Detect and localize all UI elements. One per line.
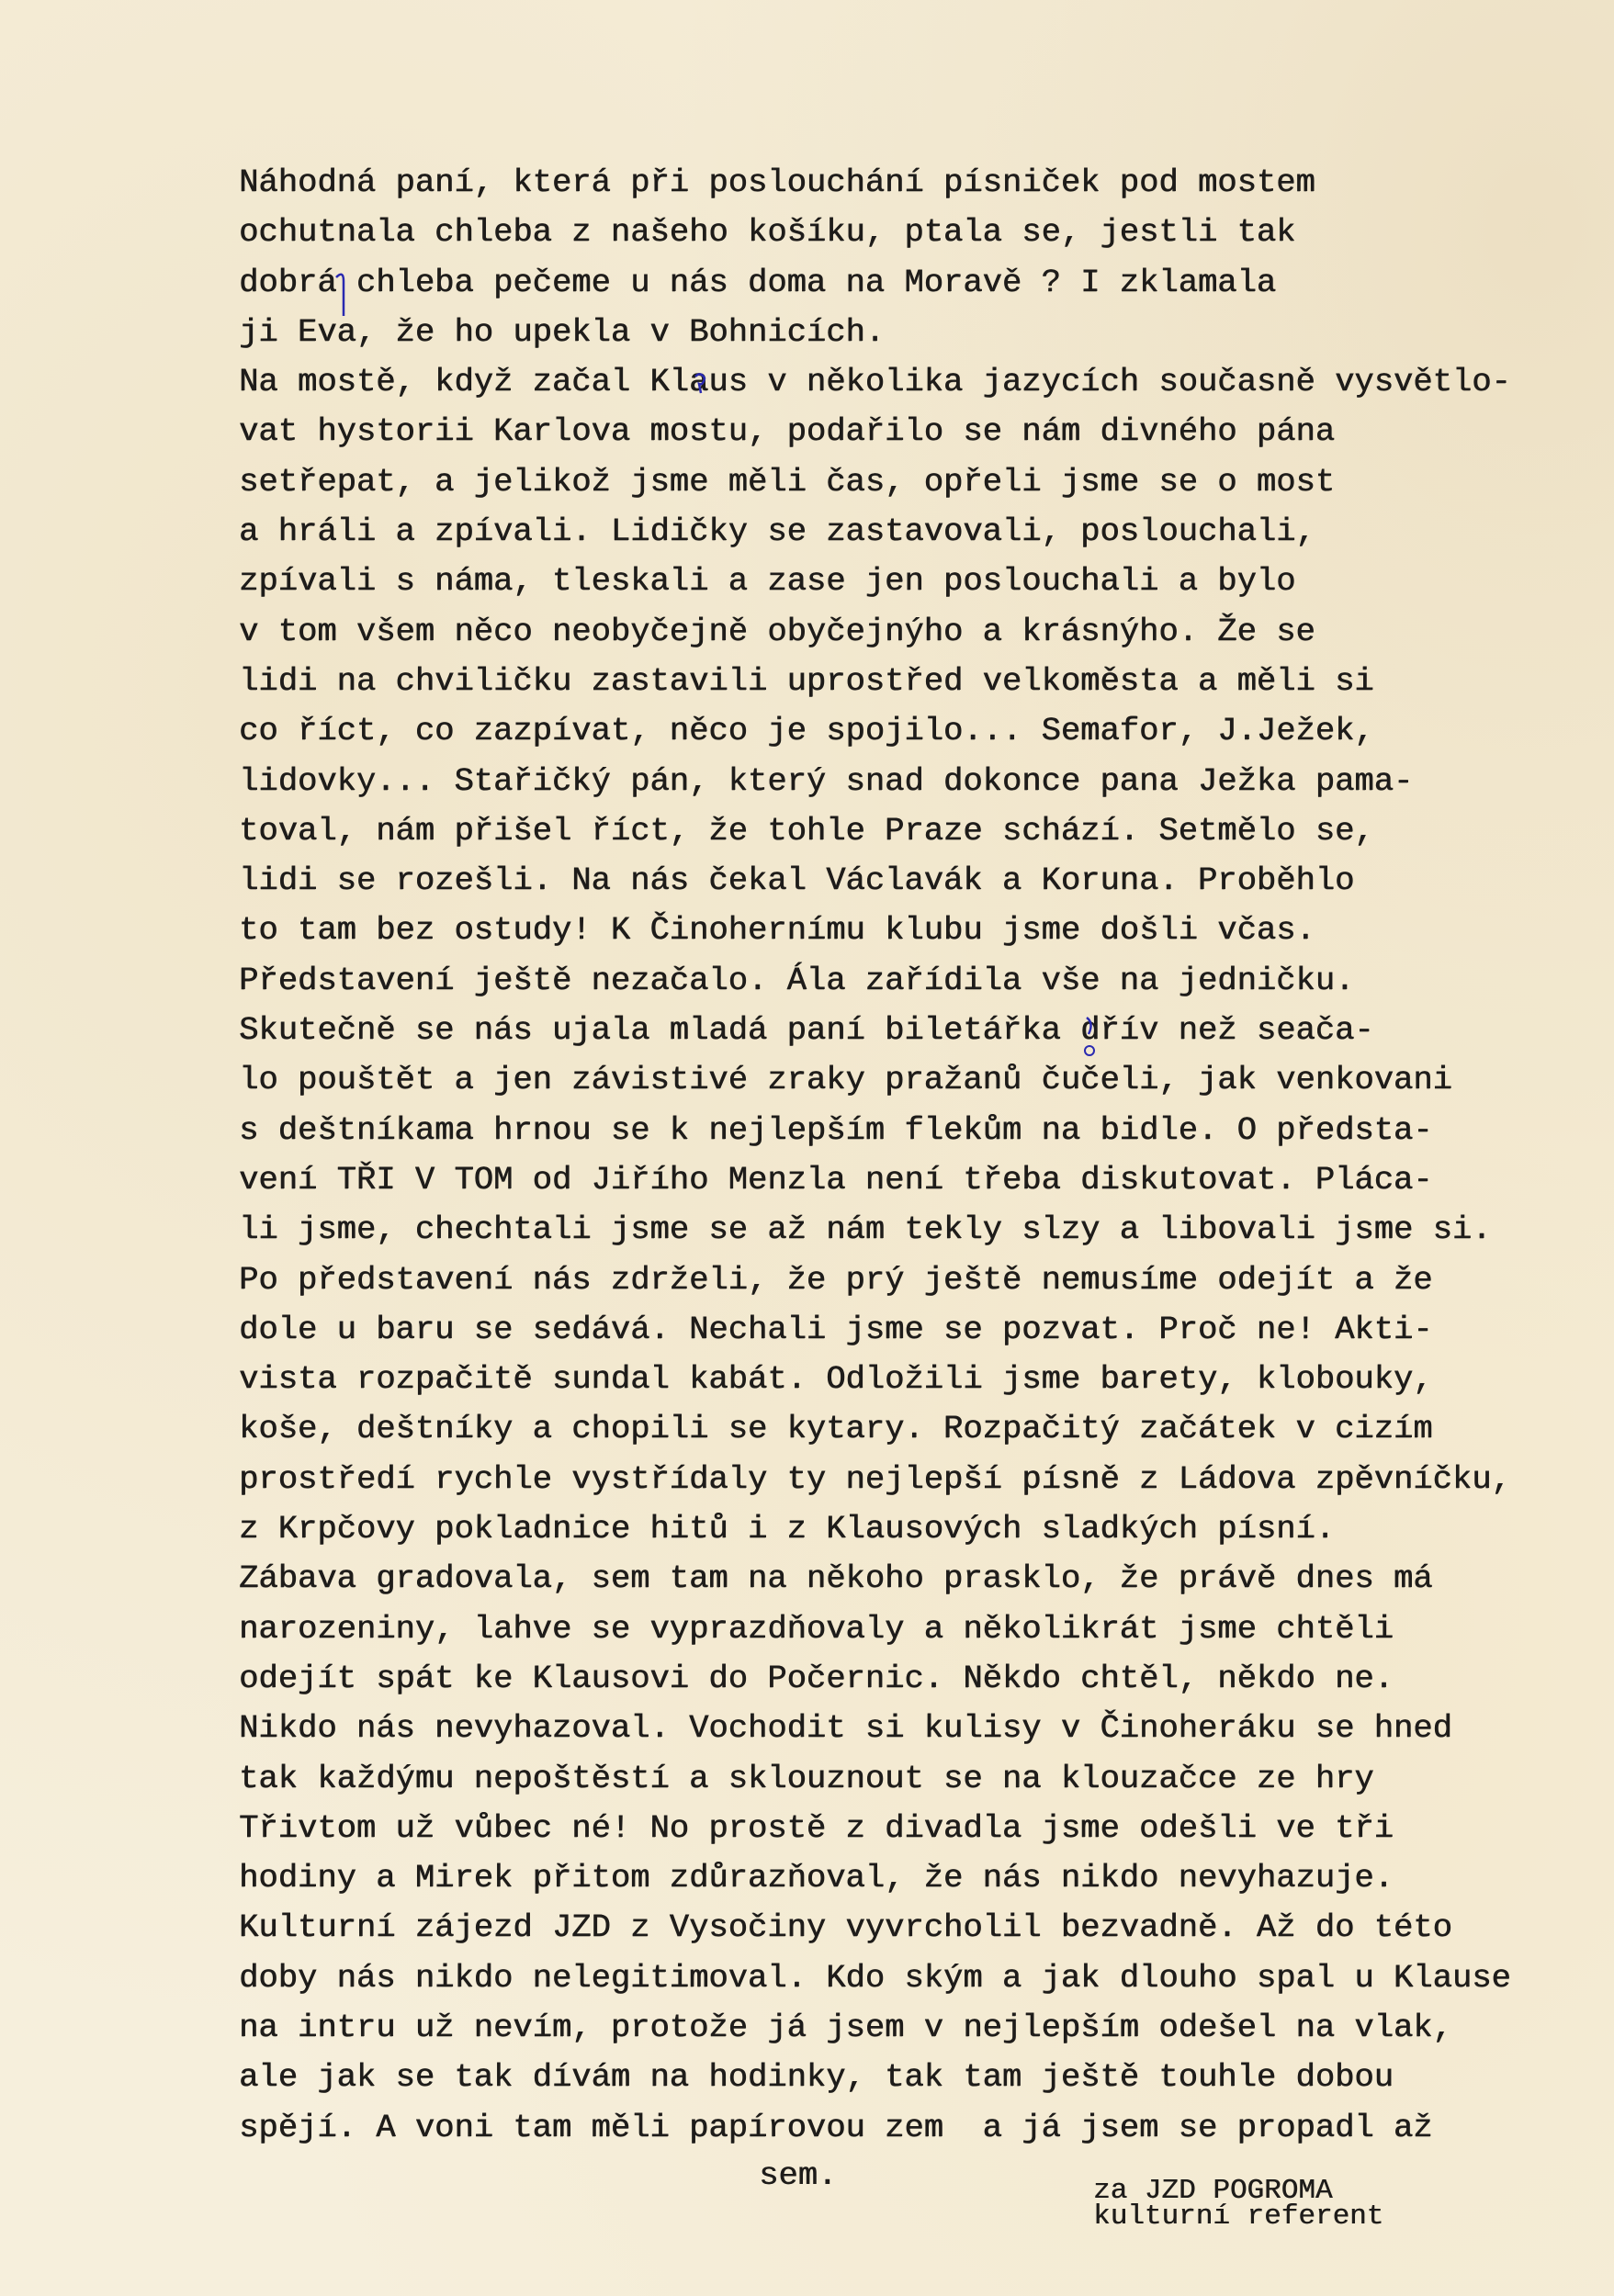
text-line: Kulturní zájezd JZD z Vysočiny vyvrcholil bezvadně. Až do této <box>239 1908 1452 1947</box>
text-line: vista rozpačitě sundal kabát. Odložili jsme barety, klobouky, <box>239 1360 1433 1399</box>
text-line: z Krpčovy pokladnice hitů i z Klausových sladkých písní. <box>239 1510 1335 1548</box>
text-line: to tam bez ostudy! K Činohernímu klubu jsme došli včas. <box>239 911 1315 950</box>
text-line: ji Eva, že ho upekla v Bohnicích. <box>239 312 886 351</box>
text-line: v tom všem něco neobyčejně obyčejnýho a krásnýho. Že se <box>239 612 1315 650</box>
text-line: toval, nám přišel říct, že tohle Praze schází. Setmělo se, <box>239 811 1374 850</box>
text-line: s deštníkama hrnou se k nejlepším flekům na bidle. O předsta- <box>239 1110 1433 1149</box>
text-line: ale jak se tak dívám na hodinky, tak tam ještě touhle dobou <box>239 2058 1394 2097</box>
signature-block <box>1093 2175 1384 2233</box>
text-line: lidi se rozešli. Na nás čekal Václavák a Koruna. Proběhlo <box>239 861 1355 900</box>
text-line: dole u baru se sedává. Nechali jsme se pozvat. Proč ne! Akti- <box>239 1310 1433 1348</box>
text-line: lo pouštět a jen závistivé zraky pražanů čučeli, jak venkovani <box>239 1061 1452 1099</box>
text-line: Po představení nás zdrželi, že prý ještě nemusíme odejít a že <box>239 1260 1433 1299</box>
text-line: lidovky... Stařičký pán, který snad dokonce pana Ježka pama- <box>239 761 1414 800</box>
text-line: ochutnala chleba z našeho košíku, ptala se, jestli tak <box>239 213 1296 252</box>
text-line: dobrá chleba pečeme u nás doma na Moravě ? I zklamala <box>239 263 1277 301</box>
text-line: Nikdo nás nevyhazoval. Vochodit si kulisy v Činoheráku se hned <box>239 1709 1452 1748</box>
text-line: odejít spát ke Klausovi do Počernic. Někdo chtěl, někdo ne. <box>239 1659 1394 1697</box>
signature-organization: za JZD POGROMA <box>1093 2175 1333 2207</box>
pen-correction-mark <box>692 369 710 397</box>
text-line: doby nás nikdo nelegitimoval. Kdo ským a jak dlouho spal u Klause <box>239 1958 1511 1997</box>
signature-role: kulturní referent <box>1093 2200 1384 2233</box>
typed-body-text <box>239 158 1511 2153</box>
pen-correction-mark <box>1079 1014 1101 1060</box>
text-line: Zábava gradovala, sem tam na někoho prasklo, že právě dnes má <box>239 1559 1433 1598</box>
text-line: a hráli a zpívali. Lidičky se zastavovali, poslouchali, <box>239 512 1315 551</box>
text-line: tak každýmu nepoštěstí a sklouznout se na klouzačce ze hry <box>239 1759 1374 1797</box>
text-line: na intru už nevím, protože já jsem v nejlepším odešel na vlak, <box>239 2008 1452 2046</box>
text-line: vat hystorii Karlova mostu, podařilo se nám divného pána <box>239 412 1335 451</box>
text-line: co říct, co zazpívat, něco je spojilo... Semafor, J.Ježek, <box>239 712 1374 750</box>
text-line: spějí. A voni tam měli papírovou zem a já jsem se propadl až <box>239 2108 1433 2146</box>
text-line: Náhodná paní, která při poslouchání písniček pod mostem <box>239 163 1315 201</box>
text-line: zpívali s náma, tleskali a zase jen poslouchali a bylo <box>239 562 1296 601</box>
text-line: li jsme, chechtali jsme se až nám tekly slzy a libovali jsme si. <box>239 1210 1492 1249</box>
pen-correction-mark <box>333 268 351 323</box>
text-line: lidi na chviličku zastavili uprostřed velkoměsta a měli si <box>239 661 1374 700</box>
text-line: koše, deštníky a chopili se kytary. Rozpačitý začátek v cizím <box>239 1410 1433 1448</box>
text-line: narozeniny, lahve se vyprazdňovaly a několikrát jsme chtěli <box>239 1609 1394 1648</box>
text-line: hodiny a Mirek přitom zdůrazňoval, že nás nikdo nevyhazuje. <box>239 1859 1394 1897</box>
text-line: prostředí rychle vystřídaly ty nejlepší písně z Ládova zpěvníčku, <box>239 1459 1511 1498</box>
text-line: Skutečně se nás ujala mladá paní biletářka dřív než seača- <box>239 1011 1374 1050</box>
text-line: vení TŘI V TOM od Jiřího Menzla není třeba diskutovat. Pláca- <box>239 1160 1433 1199</box>
text-line: setřepat, a jelikož jsme měli čas, opřeli jsme se o most <box>239 462 1335 501</box>
text-line: Třivtom už vůbec né! No prostě z divadla jsme odešli ve tři <box>239 1808 1394 1847</box>
text-line: Na mostě, když začal Klaus v několika jazycích současně vysvětlo- <box>239 363 1511 401</box>
closing-word: sem. <box>759 2156 838 2194</box>
text-line: Představení ještě nezačalo. Ála zařídila vše na jedničku. <box>239 961 1355 999</box>
